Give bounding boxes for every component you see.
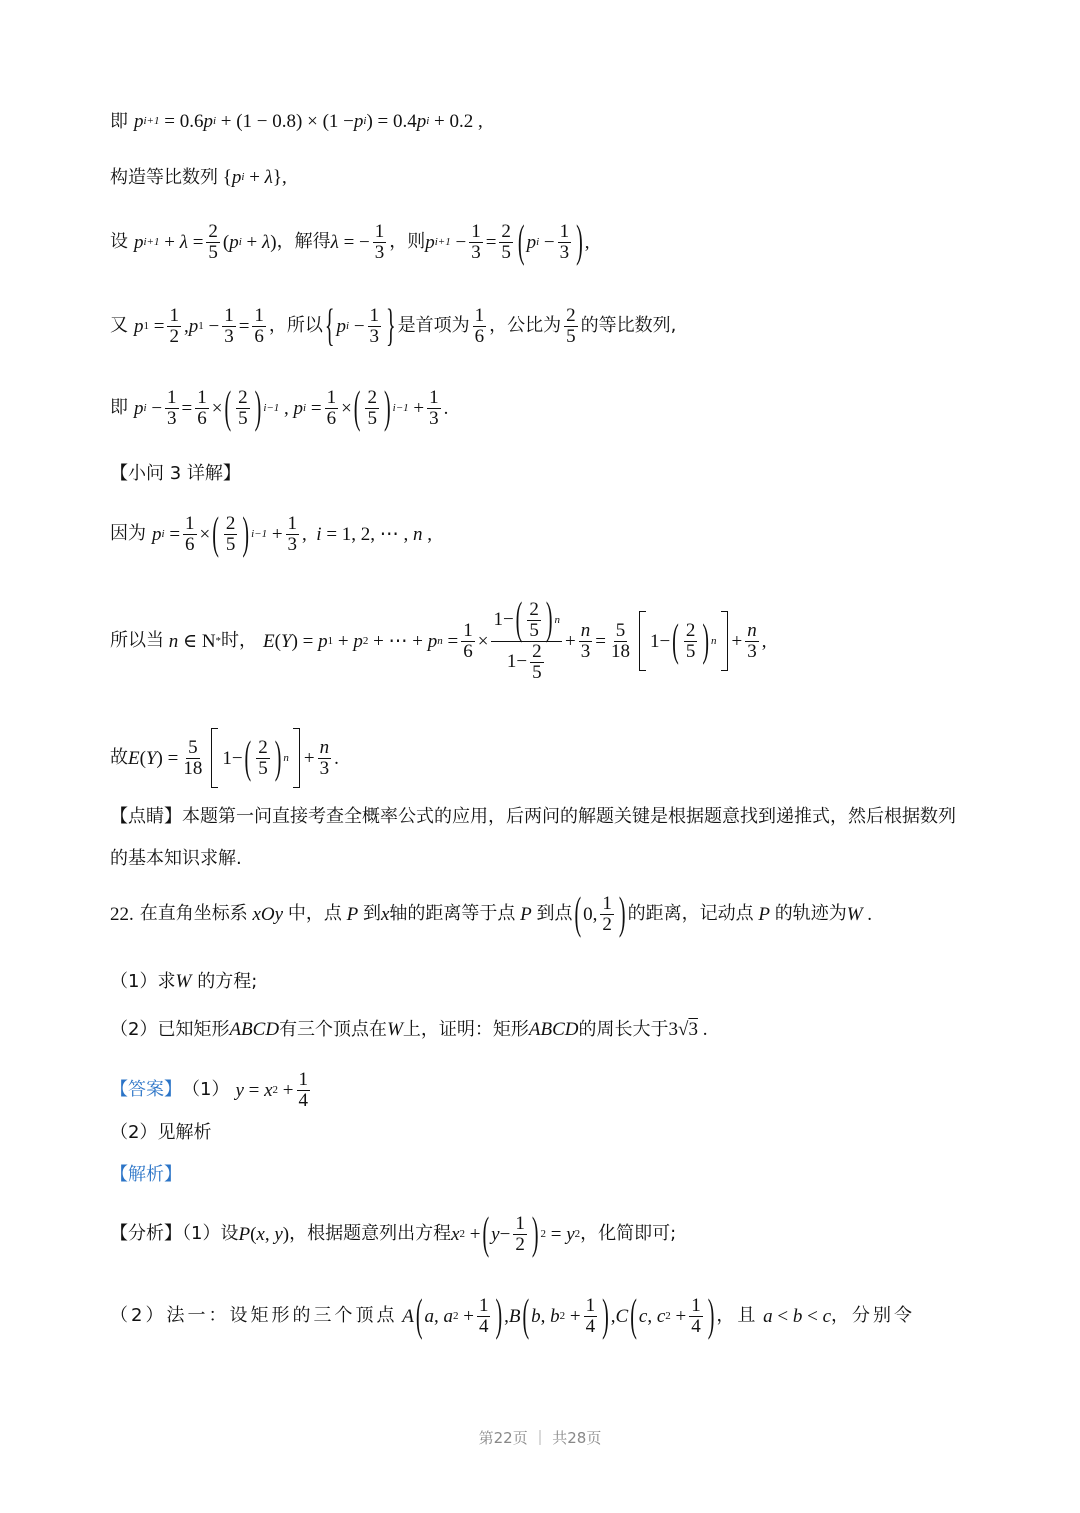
text-solve: ，解得 — [276, 231, 331, 253]
text-q22-e: 到点 — [536, 903, 573, 925]
question-22: 22. 在直角坐标系 xOy 中，点 P 到 x 轴的距离等于点 P 到点 ( 0, $\frac{1}{2}$ ) 的距离，记动点 P 的轨迹为 W . — [110, 889, 873, 940]
text-geometric: 的等比数列, — [580, 315, 677, 337]
analysis-tag: 【解析】 — [110, 1164, 182, 1185]
general-term-line: 即 p i − $\frac{1}{3}$ = $\frac{1}{6}$ × ( $\frac{2}{5}$ ) i−1 , p i = $\frac{1}{6}$ × ( $\frac{2}{5}$ ) i−1 + $\frac{1}{3}$ . — [110, 383, 449, 434]
construct-line: 构造等比数列 { p i + λ }, — [110, 166, 287, 188]
text-because: 因为 — [110, 523, 146, 545]
text-comment-1: 【点睛】本题第一问直接考查全概率公式的应用，后两问的解题关键是根据题意找到递推式，然后根据数列 — [110, 806, 956, 827]
text-so: ，所以 — [268, 315, 323, 337]
text-first-term: 是首项为 — [397, 315, 470, 337]
text-construct: 构造等比数列 — [110, 166, 218, 188]
text-method-a: （2）法一：设矩形的三个顶点 — [110, 1305, 398, 1327]
text-fenxi-a: 【分析】（1）设 — [110, 1223, 239, 1245]
method-line: （2）法一：设矩形的三个顶点 A ( a , a 2 + $\frac{1}{4}$ ) , B ( b , b 2 + $\frac{1}{4}$ ) , C ( c , c 2 + $\frac{1}{4}$ ) ，且 a < b < c ，分别令 — [110, 1291, 916, 1342]
recurrence-line: 即 p i+1 = 0.6 p i + (1 − 0.8) × (1 − p i ) = 0.4 p i + 0.2 , — [110, 110, 483, 132]
text-q22-b: 中，点 — [287, 903, 342, 925]
analysis-tag-line — [110, 1166, 182, 1184]
text-q22-c: 到 — [362, 903, 381, 925]
text-method-b: ，且 — [716, 1305, 759, 1327]
fenxi-line: 【分析】（1）设 P ( x , y ) ，根据题意列出方程 x 2 + ( y − $\frac{1}{2}$ ) 2 = y 2 ，化简即可; — [110, 1209, 677, 1260]
text-q22-sub1b: 的方程; — [197, 970, 258, 992]
page-footer: 第22页 ｜ 共28页 — [478, 1429, 602, 1447]
text-answer-2: （2）见解析 — [110, 1122, 212, 1143]
text-fenxi-c: ，化简即可; — [580, 1223, 677, 1245]
text-also: 又 — [110, 315, 128, 337]
result-line: 故 E ( Y ) = $\frac{5}{18}$ 1− ( $\frac{2}{5}$ ) n + $\frac{n}{3}$ . — [110, 728, 339, 788]
text-comment-2: 的基本知识求解. — [110, 848, 242, 869]
because-line: 因为 p i = $\frac{1}{6}$ × ( $\frac{2}{5}$ ) i−1 + $\frac{1}{3}$ , i = 1, 2, ⋯ , n , — [110, 509, 433, 560]
comment-line-2 — [110, 850, 242, 868]
text-q22-f: 的距离，记动点 — [627, 903, 754, 925]
text-q22-d: 轴的距离等于点 — [389, 903, 516, 925]
text-sub3: 【小问 3 详解】 — [110, 463, 241, 484]
initial-term-line: 又 p 1 = $\frac{1}{2}$ , p 1 − $\frac{1}{3}$ = $\frac{1}{6}$ ，所以 { p i − $\frac{1}{3}$ } 是首项为 $\frac{1}{6}$ ，公比为 $\frac{2}{5}$ 的等比数列, — [110, 301, 677, 352]
text-hence: 故 — [110, 747, 128, 768]
text-q22-sub1: （1）求 — [110, 970, 176, 992]
text-q22-a: 在直角坐标系 — [139, 903, 248, 925]
text-then: ，则 — [389, 231, 426, 253]
expectation-line: 所以当 n ∈ N * 时， E ( Y ) = p 1 + p 2 + ⋯ + p n = $\frac{1}{6}$ × 1− ( $\frac{2}{5}$ ) n 1− $\frac{2}{5}$ + $\frac{n}{3}$ = $\frac{5}{18}$ 1− ( $\frac{2}{5}$ ) n + $\frac{n}{3}$ , — [110, 593, 767, 683]
answer-tag: 【答案】 — [110, 1079, 182, 1101]
text-set: 设 — [110, 231, 128, 253]
comment-line-1 — [110, 808, 956, 826]
text-q22-sub2c: 上，证明：矩形 — [402, 1018, 529, 1040]
set-lambda-line: 设 p i+1 + λ = $\frac{2}{5}$ ( p i + λ ) ，解得 λ = − $\frac{1}{3}$ ，则 p i+1 − $\frac{1}{3}$ = $\frac{2}{5}$ ( p i − $\frac{1}{3}$ ) , — [110, 217, 590, 268]
text-ratio: ，公比为 — [489, 315, 562, 337]
text-q22-sub2: （2）已知矩形 — [110, 1018, 230, 1040]
text-ji-2: 即 — [110, 397, 128, 419]
subquestion-3-title — [110, 465, 241, 483]
question-number: 22. — [110, 903, 134, 925]
text-ji: 即 — [110, 110, 128, 132]
text-q22-sub2b: 有三个顶点在 — [279, 1018, 388, 1040]
question-22-part-2: （2）已知矩形 ABCD 有三个顶点在 W 上，证明：矩形 ABCD 的周长大于 3√3 . — [110, 1018, 708, 1040]
text-so-when: 所以当 — [110, 630, 164, 652]
text-fenxi-b: ，根据题意列出方程 — [289, 1223, 452, 1245]
answer-line-1: 【答案】 （1） y = x 2 + $\frac{1}{4}$ — [110, 1069, 309, 1111]
text-answer-1: （1） — [182, 1079, 230, 1101]
text-method-c: ，分别令 — [831, 1305, 916, 1327]
question-22-part-1: （1）求 W 的方程; — [110, 970, 258, 992]
text-q22-g: 的轨迹为 — [774, 903, 847, 925]
answer-line-2 — [110, 1124, 211, 1142]
text-when: 时， — [221, 630, 258, 652]
text-q22-sub2d: 的周长大于 — [578, 1018, 669, 1040]
